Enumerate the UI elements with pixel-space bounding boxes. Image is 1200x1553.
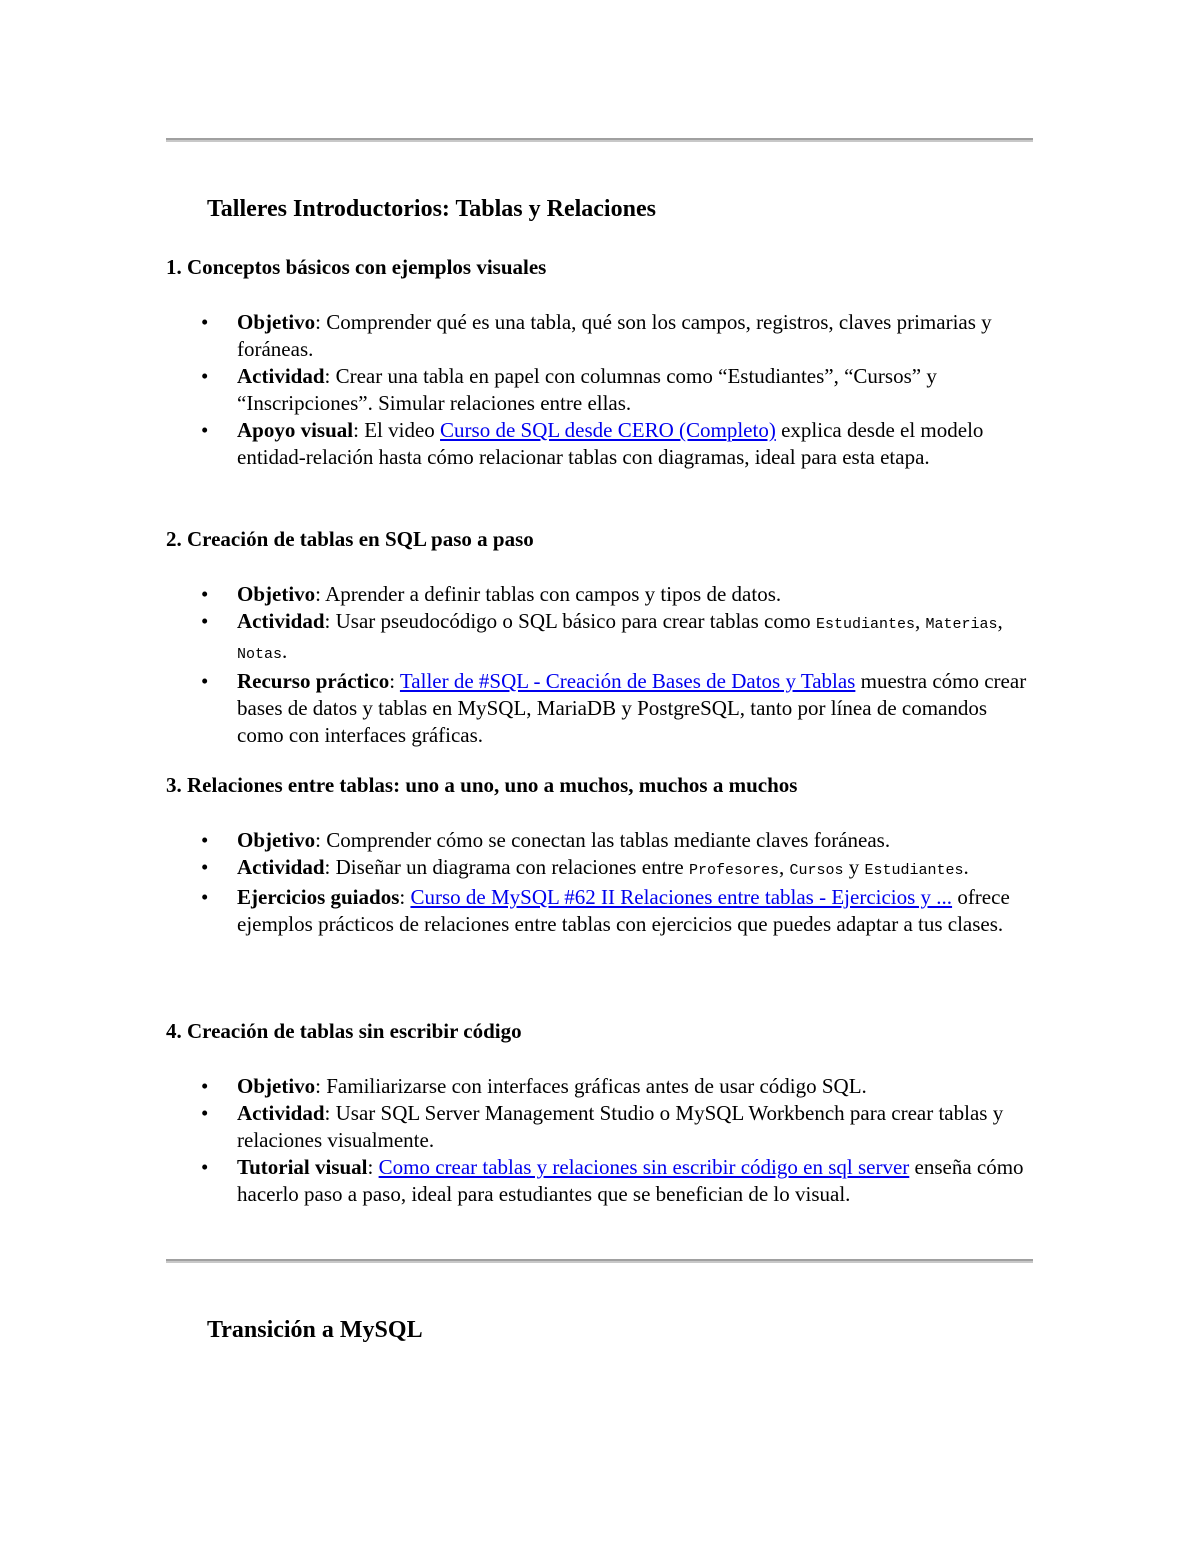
item-text: .: [963, 855, 969, 879]
list-item: [201, 608, 1037, 668]
item-text: Comprender qué es una tabla, qué son los campos, registros, claves primarias y foráneas.: [237, 310, 992, 361]
item-text: Aprender a definir tablas con campos y tipos de datos.: [325, 582, 782, 606]
section-heading: 4. Creación de tablas sin escribir código: [166, 1019, 522, 1043]
bullet-icon: •: [201, 582, 209, 606]
bullet-icon: •: [201, 609, 209, 633]
bullet-icon: •: [201, 418, 209, 442]
item-separator: :: [389, 669, 400, 693]
bullet-list: [166, 581, 1046, 749]
bullet-icon: •: [201, 855, 209, 879]
item-label: Recurso práctico: [237, 669, 390, 693]
bullet-icon: •: [201, 669, 209, 693]
item-text: Diseñar un diagrama con relaciones entre: [335, 855, 689, 879]
item-separator: :: [315, 1074, 327, 1098]
item-label: Actividad: [237, 364, 325, 388]
bullet-list: [166, 1073, 1046, 1208]
code-table-name: Estudiantes: [815, 616, 915, 633]
list-item: [201, 884, 1037, 938]
item-label: Tutorial visual: [237, 1155, 368, 1179]
bullet-icon: •: [201, 885, 209, 909]
item-text: Usar SQL Server Management Studio o MySQL Workbench para crear tablas y relaciones visualmente.: [237, 1101, 1004, 1152]
bullet-icon: •: [201, 310, 209, 334]
code-table-name: Cursos: [789, 862, 844, 879]
item-text: ,: [997, 609, 1003, 633]
item-label: Objetivo: [237, 828, 316, 852]
section-title-transicion: Transición a MySQL: [207, 1317, 423, 1343]
item-text: muestra cómo crear bases de datos y tablas en MySQL, MariaDB y PostgreSQL, tanto por línea de comandos como con interfaces gráficas.: [237, 669, 1027, 747]
item-label: Objetivo: [237, 310, 316, 334]
item-separator: :: [367, 1155, 379, 1179]
list-item: [201, 1154, 1037, 1208]
list-item: [201, 417, 1037, 471]
section-4: [166, 1018, 1046, 1208]
bullet-icon: •: [201, 1155, 209, 1179]
section-heading: 2. Creación de tablas en SQL paso a paso: [166, 527, 534, 551]
item-separator: :: [324, 855, 336, 879]
item-separator: :: [324, 364, 336, 388]
section-1: [166, 254, 1046, 471]
bullet-icon: •: [201, 828, 209, 852]
item-label: Actividad: [237, 1101, 325, 1125]
item-text: explica desde el modelo entidad-relación hasta cómo relacionar tablas con diagramas, ideal para esta etapa.: [237, 418, 984, 469]
code-table-name: Profesores: [688, 862, 779, 879]
item-text: ,: [914, 609, 926, 633]
video-link-taller-sql[interactable]: Taller de #SQL - Creación de Bases de Datos y Tablas: [399, 669, 856, 693]
item-text: y: [843, 855, 865, 879]
item-label: Actividad: [237, 855, 325, 879]
item-separator: :: [315, 828, 327, 852]
item-text: Crear una tabla en papel con columnas como “Estudiantes”, “Cursos” y “Inscripciones”. Simular relaciones entre ellas.: [237, 364, 937, 415]
horizontal-rule-bottom: [166, 1259, 1033, 1263]
list-item: [201, 854, 1037, 884]
section-2: [166, 526, 1046, 749]
video-link-curso-mysql[interactable]: Curso de MySQL #62 II Relaciones entre tablas - Ejercicios y ...: [410, 885, 953, 909]
item-separator: :: [324, 1101, 336, 1125]
bullet-list: [166, 827, 1046, 938]
bullet-icon: •: [201, 1074, 209, 1098]
item-text: .: [282, 639, 288, 663]
item-text: El video: [364, 418, 441, 442]
video-link-sql-server[interactable]: Como crear tablas y relaciones sin escribir código en sql server: [378, 1155, 910, 1179]
list-item: [201, 1100, 1037, 1154]
horizontal-rule-top: [166, 138, 1033, 142]
page-title: Talleres Introductorios: Tablas y Relaciones: [207, 196, 656, 222]
item-text: enseña cómo hacerlo paso a paso, ideal para estudiantes que se benefician de lo visual.: [237, 1155, 1024, 1206]
list-item: [201, 827, 1037, 854]
item-separator: :: [353, 418, 365, 442]
section-heading: 1. Conceptos básicos con ejemplos visuales: [166, 255, 547, 279]
item-text: ofrece ejemplos prácticos de relaciones entre tablas con ejercicios que puedes adaptar a tus clases.: [237, 885, 1010, 936]
item-text: Comprender cómo se conectan las tablas mediante claves foráneas.: [326, 828, 891, 852]
list-item: [201, 581, 1037, 608]
item-label: Ejercicios guiados: [237, 885, 400, 909]
item-text: Usar pseudocódigo o SQL básico para crear tablas como: [335, 609, 816, 633]
code-table-name: Materias: [925, 616, 998, 633]
item-text: Familiarizarse con interfaces gráficas antes de usar código SQL.: [326, 1074, 867, 1098]
list-item: [201, 1073, 1037, 1100]
item-separator: :: [324, 609, 336, 633]
item-label: Apoyo visual: [237, 418, 354, 442]
item-label: Objetivo: [237, 582, 316, 606]
section-heading: 3. Relaciones entre tablas: uno a uno, uno a muchos, muchos a muchos: [166, 773, 798, 797]
bullet-icon: •: [201, 1101, 209, 1125]
code-table-name: Notas: [237, 646, 283, 663]
item-separator: :: [315, 310, 327, 334]
list-item: [201, 668, 1037, 749]
item-separator: :: [399, 885, 411, 909]
list-item: [201, 309, 1037, 363]
item-separator: :: [315, 582, 326, 606]
code-table-name: Estudiantes: [864, 862, 964, 879]
item-label: Objetivo: [237, 1074, 316, 1098]
section-3: [166, 772, 1046, 938]
bullet-icon: •: [201, 364, 209, 388]
video-link-curso-sql[interactable]: Curso de SQL desde CERO (Completo): [440, 418, 776, 442]
list-item: [201, 363, 1037, 417]
item-label: Actividad: [237, 609, 325, 633]
item-text: ,: [778, 855, 790, 879]
bullet-list: [166, 309, 1046, 471]
